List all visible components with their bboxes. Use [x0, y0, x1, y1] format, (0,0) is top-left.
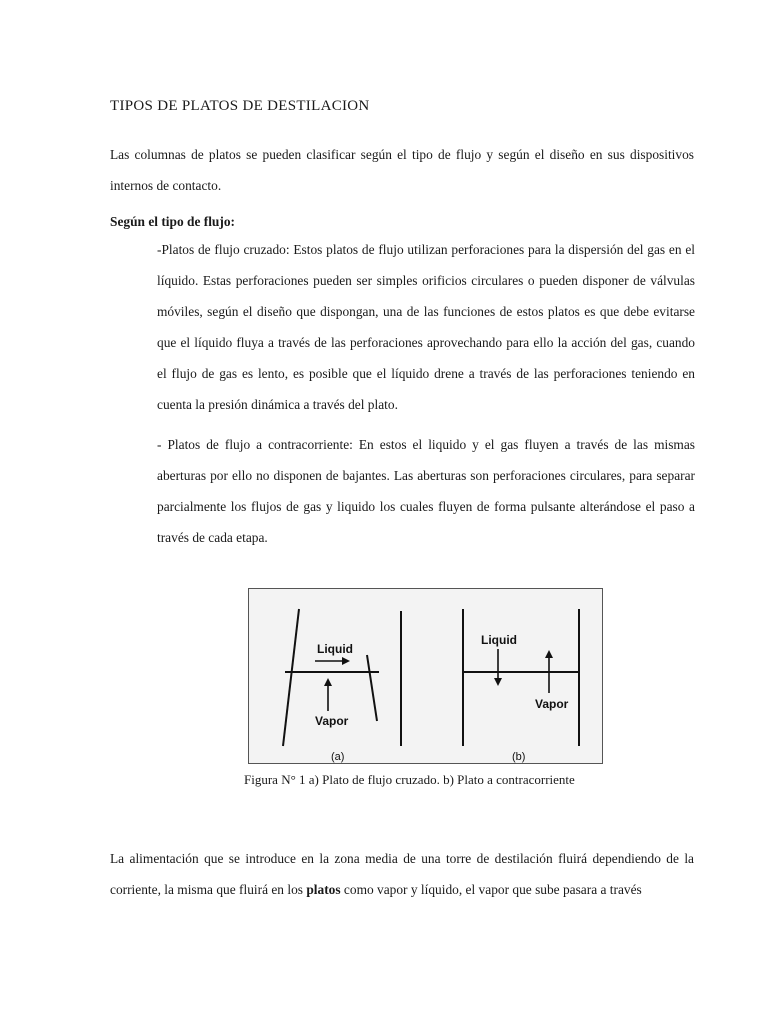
downcomer-weir	[367, 655, 377, 721]
panel-a-label: (a)	[331, 751, 345, 763]
figure-caption: Figura N° 1 a) Plato de flujo cruzado. b) Plato a contracorriente	[244, 772, 575, 787]
closing-text-start: La alimentación que se introduce en la zona media de una torre de destilación fluirá dependiendo de la corriente, la misma que fluirá en los	[110, 851, 694, 897]
tray-figure	[248, 588, 603, 764]
tray-diagram	[249, 589, 602, 763]
page-title: TIPOS DE PLATOS DE DESTILACION	[110, 98, 370, 114]
left-column-wall	[283, 609, 299, 746]
panel-b-vapor-label: Vapor	[535, 697, 569, 711]
panel-b-liquid-label: Liquid	[481, 633, 517, 647]
panel-a-liquid-label: Liquid	[317, 642, 353, 656]
closing-text-end: como vapor y líquido, el vapor que sube pasara a través	[340, 882, 642, 897]
vapor-arrow-head	[545, 650, 553, 658]
panel-b-label: (b)	[512, 751, 526, 763]
liquid-arrow-head	[494, 678, 502, 686]
counter-flow-paragraph: - Platos de flujo a contracorriente: En estos el liquido y el gas fluyen a través de las mismas aberturas por ello no disponen de bajantes. Las aberturas son perforaciones circulares, para separar parcialmente los flujos de gas y liquido los cuales fluyen de forma pulsante alterándose el paso a través de cada etapa.	[157, 437, 695, 545]
closing-bold-term: platos	[306, 882, 341, 897]
cross-flow-tray-diagram	[283, 609, 401, 763]
intro-paragraph: Las columnas de platos se pueden clasificar según el tipo de flujo y según el diseño en sus dispositivos internos de contacto.	[110, 147, 694, 193]
liquid-arrow-head	[342, 657, 350, 665]
section-heading: Según el tipo de flujo:	[110, 214, 235, 229]
cross-flow-paragraph: -Platos de flujo cruzado: Estos platos de flujo utilizan perforaciones para la dispersión del gas en el líquido. Estas perforaciones pueden ser simples orificios circulares o pueden disponer de válvulas móviles, según el diseño que dispongan, una de las funciones de estos platos es que debe evitarse que el líquido fluya a través de las perforaciones aprovechando para ello la acción del gas, cuando el flujo de gas es lento, es posible que el líquido drene a través de las perforaciones teniendo en cuenta la presión dinámica a través del plato.	[157, 242, 695, 412]
panel-a-vapor-label: Vapor	[315, 714, 349, 728]
vapor-arrow-head	[324, 678, 332, 686]
closing-paragraph	[110, 843, 694, 905]
counter-flow-tray-diagram	[463, 609, 579, 763]
